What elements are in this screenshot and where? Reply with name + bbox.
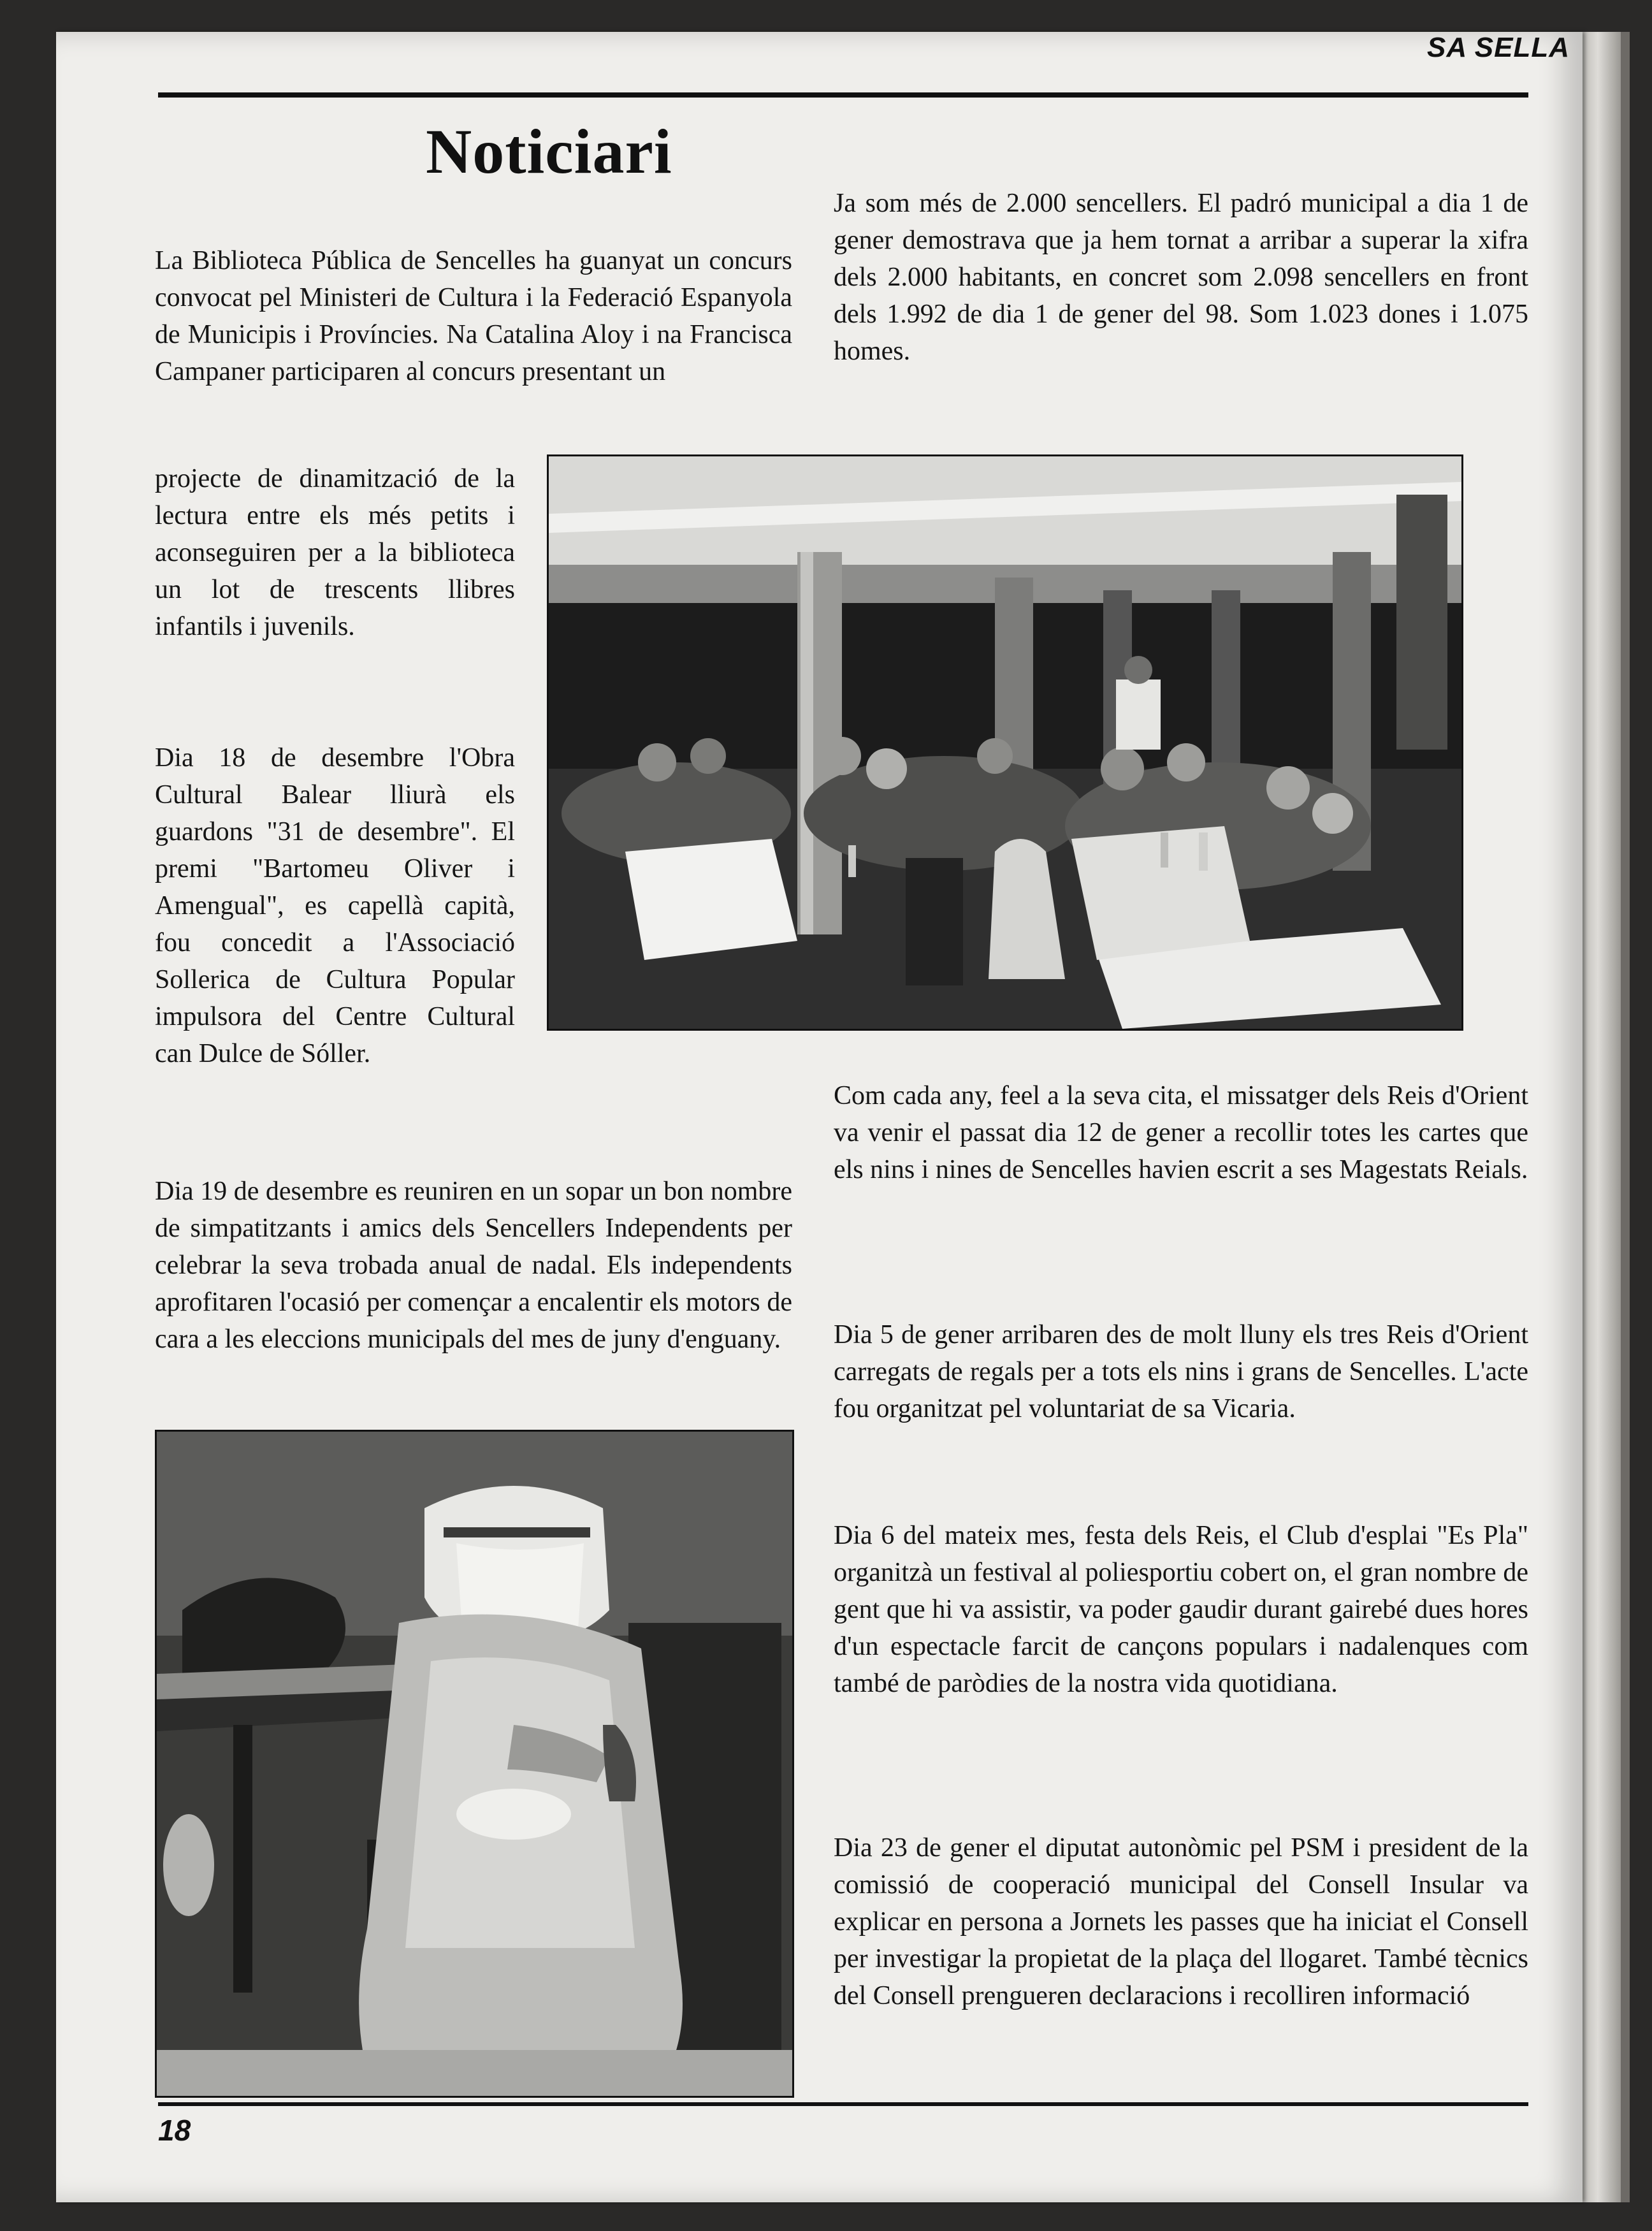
paragraph-three-kings-arrival: Dia 5 de gener arribaren des de molt lluny els tres Reis d'Orient carregats de regals per a tots els nins i grans de Sencelles. L'acte fou organitzat pel voluntariat de sa Vicaria. bbox=[834, 1320, 1528, 1423]
masthead: SA SELLA bbox=[1427, 32, 1570, 63]
paragraph-kings-messenger: Com cada any, feel a la seva cita, el missatger dels Reis d'Orient va venir el passat dia 12 de gener a recollir totes les cartes que els nins i nines de Sencelles havien escrit a ses Magestats Reials. bbox=[834, 1081, 1528, 1184]
kings-messenger-photo bbox=[155, 1430, 794, 2098]
section-title: Noticiari bbox=[426, 116, 672, 187]
paragraph-jornets-square: Dia 23 de gener el diputat autonòmic pel PSM i president de la comissió de cooperació municipal del Consell Insular va explicar en persona a Jornets les passes que ha iniciat el Consell per investigar la propietat de la plaça del llogaret. També tècnics del Consell prengueren declaracions i recolliren informació bbox=[834, 1833, 1528, 2010]
magazine-page bbox=[56, 32, 1583, 2202]
header-rule bbox=[158, 92, 1528, 98]
paragraph-es-pla-festival: Dia 6 del mateix mes, festa dels Reis, el Club d'esplai "Es Pla" organitzà un festival al poliesportiu cobert on, el gran nombre de gent que hi va assistir, va poder gaudir durant gairebé dues hores d'un espectacle farcit de cançons populars i nadalenques com també de paròdies de la nostra vida quotidiana. bbox=[834, 1521, 1528, 1698]
dinner-photo-image bbox=[549, 456, 1461, 1029]
paragraph-census: Ja som més de 2.000 sencellers. El padró municipal a dia 1 de gener demostrava que ja hem tornat a arribar a superar la xifra dels 2.000 habitants, en concret som 2.098 sencellers en front dels 1.992 de dia 1 de gener del 98. Som 1.023 dones i 1.075 homes. bbox=[834, 189, 1528, 366]
page-number: 18 bbox=[158, 2114, 191, 2147]
kings-messenger-photo-image bbox=[157, 1432, 792, 2096]
footer-rule bbox=[158, 2102, 1528, 2106]
paragraph-independents-dinner: Dia 19 de desembre es reuniren en un sopar un bon nombre de simpatitzants i amics dels Sencellers Independents per celebrar la seva trobada anual de nadal. Els independents aprofitaren l'ocasió per començar a encalentir els motors de cara a les eleccions municipals del mes de juny d'enguany. bbox=[155, 1177, 792, 1354]
paragraph-ocb-awards: Dia 18 de desembre l'Obra Cultural Balear lliurà els guardons "31 de desembre". El premi "Bartomeu Oliver i Amengual", es capellà capità, fou concedit a l'Associació Sollerica de Cultura Popular impulsora del Centre Cultural can Dulce de Sóller. bbox=[155, 743, 515, 1068]
page-gutter bbox=[1583, 32, 1621, 2202]
binding-edge bbox=[1621, 32, 1630, 2202]
dinner-photo bbox=[547, 454, 1463, 1031]
paragraph-library-contest: La Biblioteca Pública de Sencelles ha guanyat un concurs convocat pel Ministeri de Cultura i la Federació Espanyola de Municipis i Províncies. Na Catalina Aloy i na Francisca Campaner participaren al concurs presentant un bbox=[155, 246, 792, 386]
paragraph-library-project: projecte de dinamització de la lectura entre els més petits i aconseguiren per a la biblioteca un lot de trescents llibres infantils i juvenils. bbox=[155, 464, 515, 641]
